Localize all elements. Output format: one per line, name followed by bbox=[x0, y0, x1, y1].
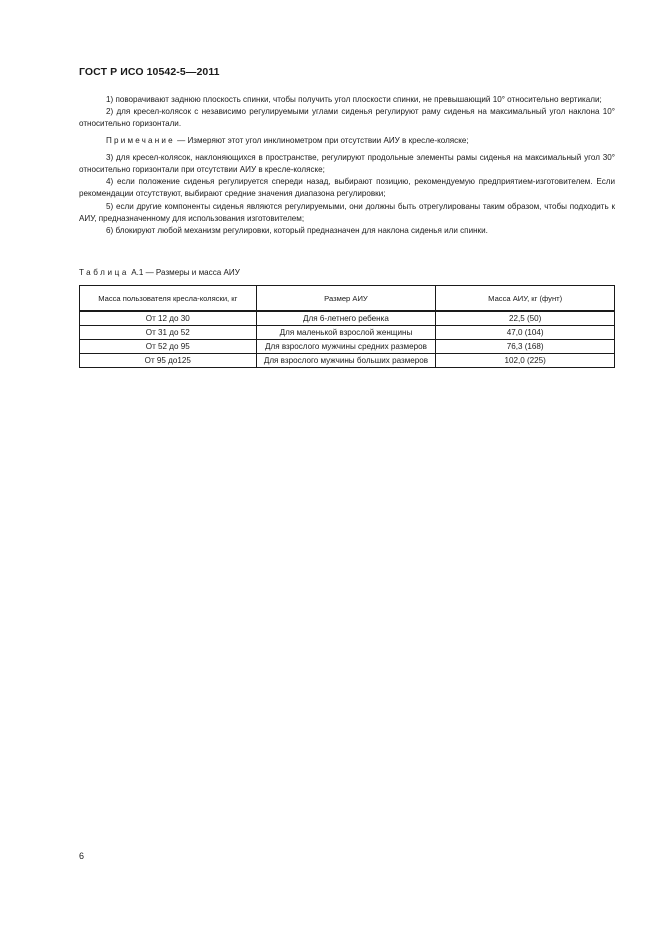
table-header-row bbox=[80, 286, 615, 312]
document-header: ГОСТ Р ИСО 10542-5—2011 bbox=[79, 66, 220, 78]
table-row bbox=[80, 354, 615, 368]
cell-user-mass: От 52 до 95 bbox=[80, 340, 257, 354]
page-number: 6 bbox=[79, 851, 85, 861]
table-caption-word: Таблица bbox=[79, 268, 129, 277]
cell-user-mass: От 31 до 52 bbox=[80, 326, 257, 340]
table-caption bbox=[79, 268, 240, 277]
cell-dummy-mass: 102,0 (225) bbox=[436, 354, 615, 368]
paragraph-item-5: 5) если другие компоненты сиденья являются регулируемыми, они должны быть отрегулированы таким образом, чтобы подходить к АИУ, предназначенному для использования изготовителем; bbox=[79, 201, 615, 223]
cell-user-mass: От 95 до125 bbox=[80, 354, 257, 368]
paragraph-item-4: 4) если положение сиденья регулируется спереди назад, выбирают позицию, рекомендуемую предприятием-изготовителем. Если рекомендации отсутствуют, выбирают средние значения диапазона регулировки; bbox=[79, 177, 615, 199]
column-header-dummy-mass: Масса АИУ, кг (фунт) bbox=[436, 286, 615, 312]
cell-dummy-mass: 22,5 (50) bbox=[436, 311, 615, 326]
cell-dummy-size: Для 6-летнего ребенка bbox=[256, 311, 436, 326]
table-row bbox=[80, 311, 615, 326]
paragraph-item-1: 1) поворачивают заднюю плоскость спинки, чтобы получить угол плоскости спинки, не превышающий 10° относительно вертикали; bbox=[106, 95, 602, 104]
document-body bbox=[79, 94, 615, 237]
cell-dummy-size: Для маленькой взрослой женщины bbox=[256, 326, 436, 340]
table-caption-title: А.1 — Размеры и масса АИУ bbox=[131, 268, 240, 277]
note-label: Примечание bbox=[106, 135, 175, 145]
cell-user-mass: От 12 до 30 bbox=[80, 311, 257, 326]
cell-dummy-size: Для взрослого мужчины средних размеров bbox=[256, 340, 436, 354]
table-row bbox=[80, 340, 615, 354]
column-header-dummy-size: Размер АИУ bbox=[256, 286, 436, 312]
size-mass-table bbox=[79, 285, 615, 368]
paragraph-item-6: 6) блокируют любой механизм регулировки, который предназначен для наклона сиденья или спинки. bbox=[106, 226, 488, 236]
cell-dummy-mass: 76,3 (168) bbox=[436, 340, 615, 354]
paragraph-item-2: 2) для кресел-колясок с независимо регулируемыми углами сиденья регулируют раму сиденья на максимальный угол наклона 10° относительно горизонтали. bbox=[79, 107, 615, 129]
table-row bbox=[80, 326, 615, 340]
column-header-user-mass: Масса пользователя кресла-коляски, кг bbox=[80, 286, 257, 312]
paragraph-item-3: 3) для кресел-колясок, наклоняющихся в пространстве, регулируют продольные элементы рамы сиденья на максимальный угол 30° относительно горизонтали при отсутствии АИУ в кресле-коляске; bbox=[79, 152, 615, 175]
cell-dummy-mass: 47,0 (104) bbox=[436, 326, 615, 340]
note-text: — Измеряют этот угол инклинометром при отсутствии АИУ в кресле-коляске; bbox=[177, 135, 469, 145]
cell-dummy-size: Для взрослого мужчины больших размеров bbox=[256, 354, 436, 368]
note-paragraph bbox=[79, 135, 615, 147]
